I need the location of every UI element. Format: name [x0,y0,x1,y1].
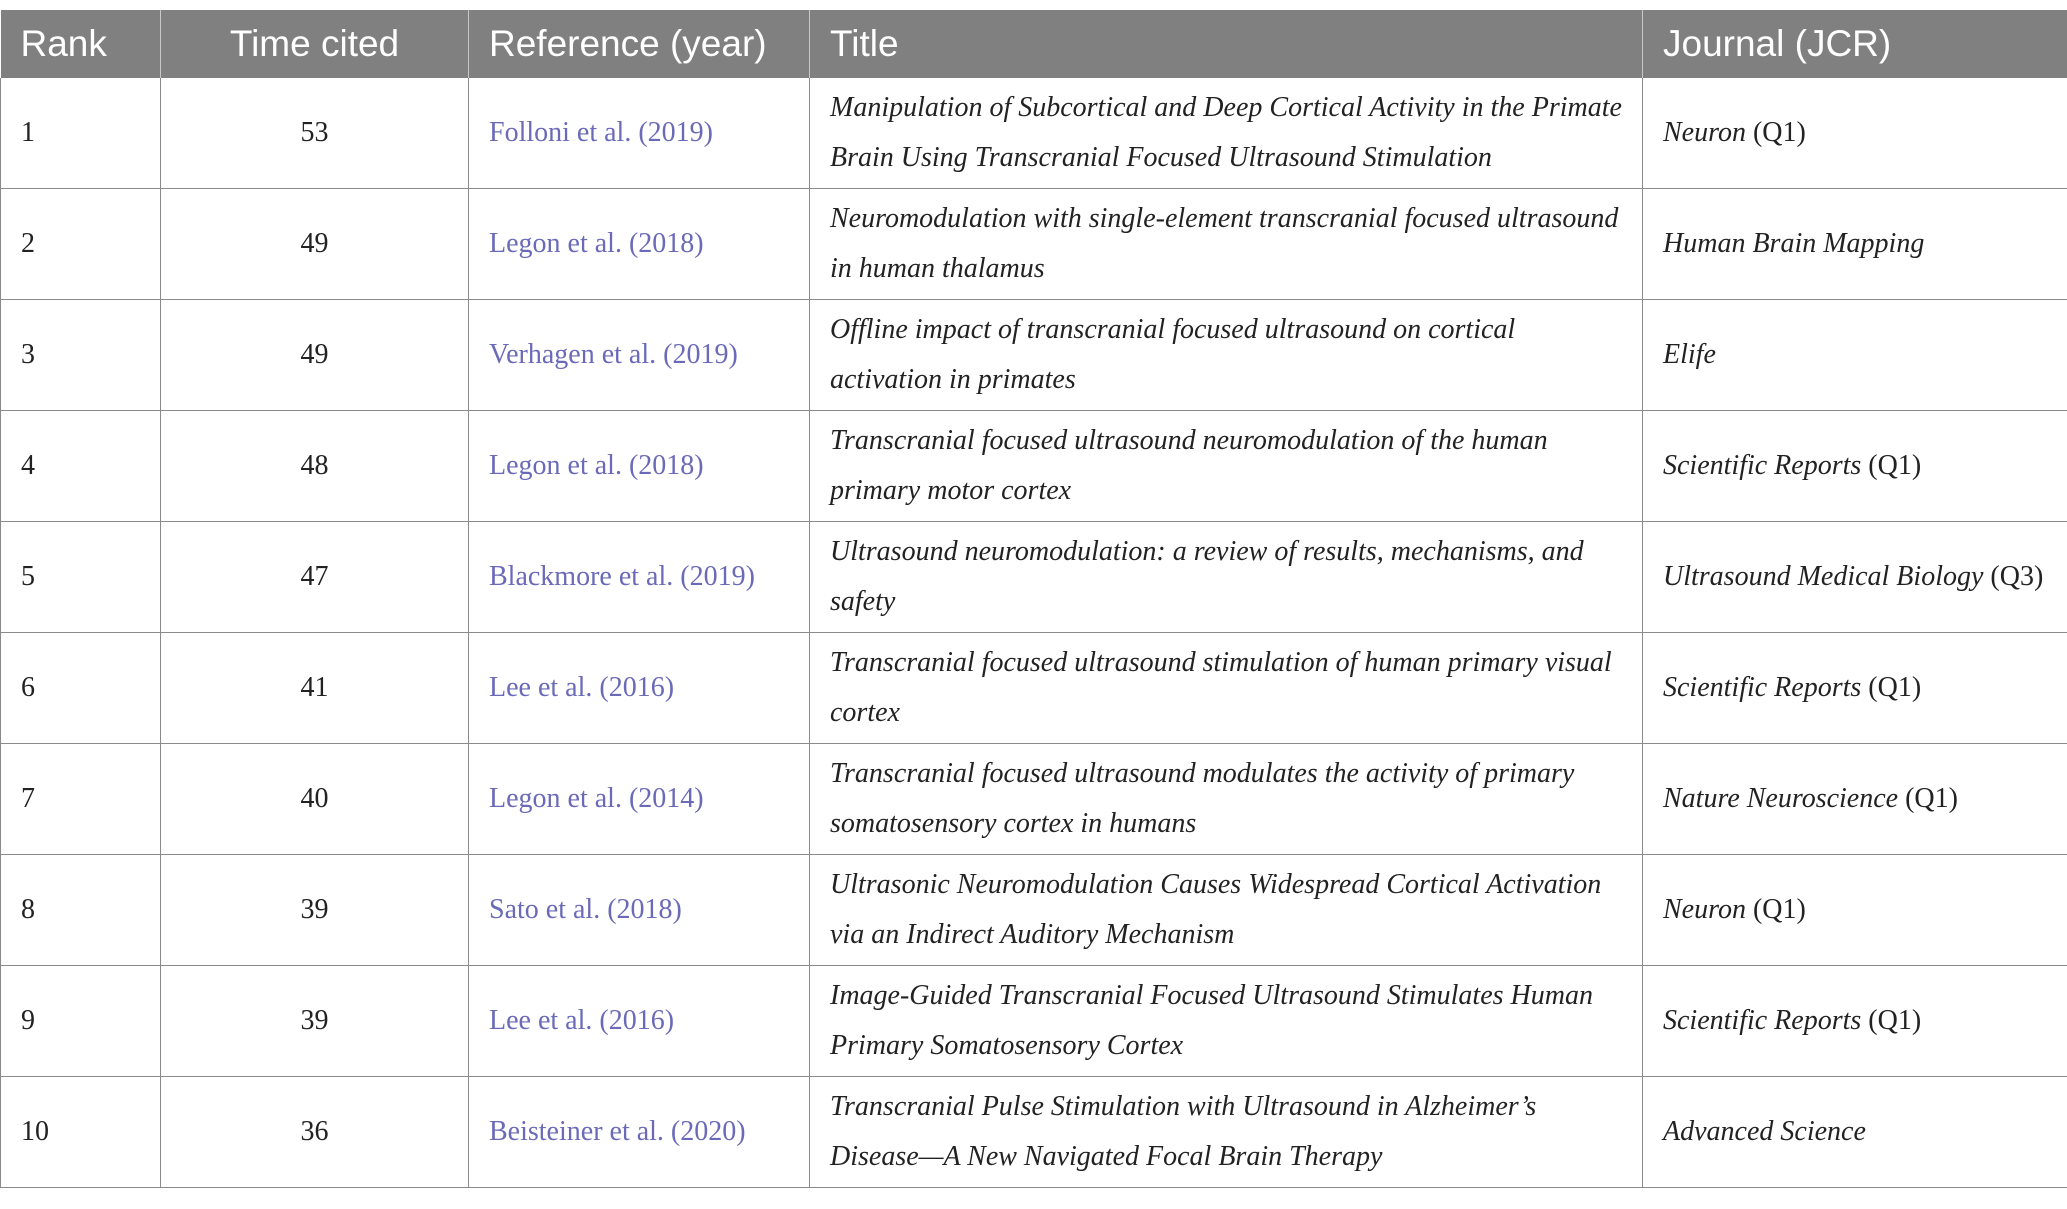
journal-cell [1643,855,2067,966]
reference-link[interactable]: Legon et al. (2018) [469,411,810,522]
jcr-quartile: (Q1) [1898,783,1958,814]
reference-link[interactable]: Sato et al. (2018) [469,855,810,966]
times-cited-cell: 39 [161,966,469,1077]
table-row [1,744,2067,855]
rank-cell: 1 [1,78,161,189]
jcr-quartile: (Q1) [1861,450,1922,481]
title-cell: Image-Guided Transcranial Focused Ultrasound Stimulates Human Primary Somatosensory Cortex [810,966,1643,1077]
header-time-cited: Time cited [161,10,469,78]
times-cited-cell: 40 [161,744,469,855]
jcr-quartile: (Q1) [1861,1005,1922,1036]
journal-cell [1643,411,2067,522]
rank-cell: 5 [1,522,161,633]
title-cell: Neuromodulation with single-element transcranial focused ultrasound in human thalamus [810,189,1643,300]
times-cited-cell: 39 [161,855,469,966]
table-row [1,966,2067,1077]
rank-cell: 7 [1,744,161,855]
table-row [1,411,2067,522]
journal-name: Neuron [1663,894,1746,925]
jcr-quartile: (Q1) [1745,894,1806,925]
title-cell: Transcranial focused ultrasound stimulation of human primary visual cortex [810,633,1643,744]
reference-link[interactable]: Folloni et al. (2019) [469,78,810,189]
rank-cell: 8 [1,855,161,966]
journal-cell [1643,78,2067,189]
times-cited-cell: 49 [161,300,469,411]
rank-cell: 9 [1,966,161,1077]
title-cell: Ultrasound neuromodulation: a review of results, mechanisms, and safety [810,522,1643,633]
table-row [1,300,2067,411]
reference-link[interactable]: Verhagen et al. (2019) [469,300,810,411]
table-row [1,78,2067,189]
times-cited-cell: 48 [161,411,469,522]
rank-cell: 3 [1,300,161,411]
reference-link[interactable]: Legon et al. (2014) [469,744,810,855]
jcr-quartile: (Q1) [1745,117,1806,148]
journal-cell [1643,522,2067,633]
times-cited-cell: 49 [161,189,469,300]
reference-link[interactable]: Blackmore et al. (2019) [469,522,810,633]
header-rank: Rank [1,10,161,78]
table-row [1,1077,2067,1188]
times-cited-cell: 36 [161,1077,469,1188]
reference-link[interactable]: Legon et al. (2018) [469,189,810,300]
rank-cell: 10 [1,1077,161,1188]
rank-cell: 6 [1,633,161,744]
title-cell: Transcranial Pulse Stimulation with Ultrasound in Alzheimer’s Disease—A New Navigated Focal Brain Therapy [810,1077,1643,1188]
journal-cell [1643,300,2067,411]
journal-name: Ultrasound Medical Biology [1663,561,1984,592]
journal-name: Nature Neuroscience [1663,783,1899,814]
journal-name: Scientific Reports [1663,672,1862,703]
journal-name: Neuron [1663,117,1746,148]
journal-name: Scientific Reports [1663,450,1862,481]
times-cited-cell: 41 [161,633,469,744]
header-reference: Reference (year) [469,10,810,78]
reference-link[interactable]: Lee et al. (2016) [469,966,810,1077]
title-cell: Transcranial focused ultrasound modulates the activity of primary somatosensory cortex in humans [810,744,1643,855]
table-row [1,522,2067,633]
journal-name: Elife [1663,339,1716,370]
table-row [1,855,2067,966]
table-header [1,10,2067,78]
reference-link[interactable]: Beisteiner et al. (2020) [469,1077,810,1188]
journal-cell [1643,966,2067,1077]
table-body [1,78,2067,1188]
journal-cell [1643,189,2067,300]
journal-name: Advanced Science [1663,1116,1866,1147]
top-cited-references-table [0,10,2067,1188]
title-cell: Ultrasonic Neuromodulation Causes Widespread Cortical Activation via an Indirect Auditory Mechanism [810,855,1643,966]
rank-cell: 4 [1,411,161,522]
header-journal: Journal (JCR) [1643,10,2067,78]
journal-name: Human Brain Mapping [1663,228,1925,259]
reference-link[interactable]: Lee et al. (2016) [469,633,810,744]
times-cited-cell: 47 [161,522,469,633]
title-cell: Offline impact of transcranial focused ultrasound on cortical activation in primates [810,300,1643,411]
journal-name: Scientific Reports [1663,1005,1862,1036]
journal-cell [1643,1077,2067,1188]
journal-cell [1643,744,2067,855]
jcr-quartile: (Q3) [1983,561,2044,592]
rank-cell: 2 [1,189,161,300]
header-title: Title [810,10,1643,78]
times-cited-cell: 53 [161,78,469,189]
journal-cell [1643,633,2067,744]
title-cell: Transcranial focused ultrasound neuromodulation of the human primary motor cortex [810,411,1643,522]
table-row [1,189,2067,300]
header-row [1,10,2067,78]
title-cell: Manipulation of Subcortical and Deep Cortical Activity in the Primate Brain Using Transcranial Focused Ultrasound Stimulation [810,78,1643,189]
jcr-quartile: (Q1) [1861,672,1922,703]
table-row [1,633,2067,744]
